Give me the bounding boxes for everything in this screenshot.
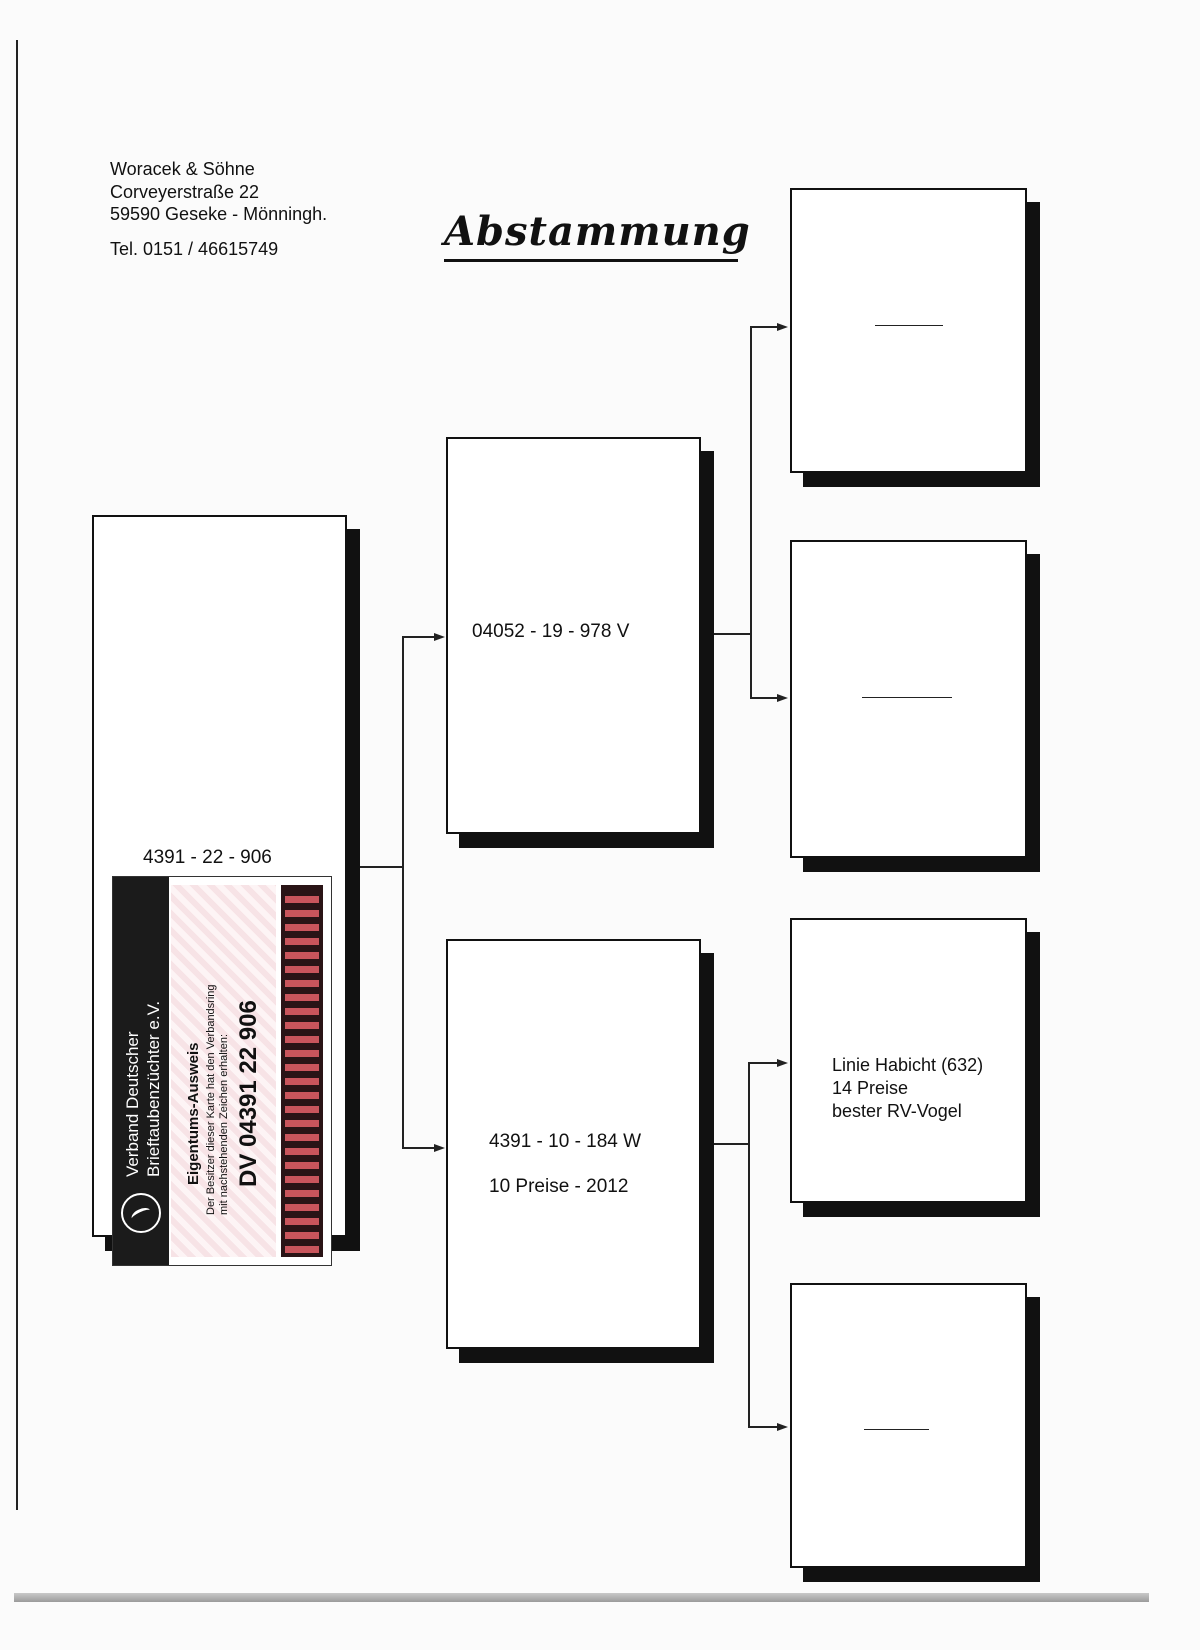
street: Corveyerstraße 22: [110, 181, 260, 202]
grandparent-1-blank: [875, 325, 943, 326]
mother-note: 10 Preise - 2012: [489, 1176, 629, 1197]
grandparent-3-info: [832, 1054, 983, 1123]
grandparent-3-note: bester RV-Vogel: [832, 1101, 962, 1121]
card-text-line1: Der Besitzer dieser Karte hat den Verbandsring: [205, 984, 217, 1215]
grandparent-box-1: [790, 188, 1027, 473]
page-edge-line: [16, 40, 18, 1510]
grandparent-4-blank: [864, 1429, 929, 1430]
connector-to-gp2: [750, 697, 778, 699]
scan-edge-band: [14, 1593, 1149, 1602]
pigeon-emblem-icon: [121, 1193, 161, 1233]
connector-parents-vertical: [402, 636, 404, 1148]
connector-to-gp1: [750, 326, 778, 328]
arrow-to-gp1-icon: [777, 323, 788, 331]
pigeon-ring: 4391 - 22 - 906: [143, 847, 272, 868]
connector-to-mother: [402, 1147, 435, 1149]
card-org-line2: Brieftaubenzüchter e.V.: [144, 1000, 163, 1177]
grandparent-3-line: Linie Habicht (632): [832, 1055, 984, 1075]
grandparent-3-prizes: 14 Preise: [832, 1078, 909, 1098]
connector-to-gp3: [748, 1062, 778, 1064]
card-heading: Eigentums-Ausweis: [185, 1042, 202, 1185]
father-ring: 04052 - 19 - 978 V: [472, 621, 630, 642]
arrow-to-gp4-icon: [777, 1423, 788, 1431]
card-ring-code: DV 04391 22 906: [235, 1000, 262, 1187]
membership-card: [112, 876, 332, 1266]
connector-pigeon: [360, 866, 404, 868]
arrow-to-mother-icon: [434, 1144, 445, 1152]
arrow-to-gp3-icon: [777, 1059, 788, 1067]
arrow-to-father-icon: [434, 633, 445, 641]
strip-pattern: [285, 889, 319, 1253]
connector-to-gp4: [748, 1426, 778, 1428]
city: 59590 Geseke - Mönningh.: [110, 204, 328, 224]
connector-father-vertical: [750, 326, 752, 698]
grandparent-box-2: [790, 540, 1027, 858]
page-title: Abstammung: [444, 208, 751, 255]
title-underline: [444, 259, 738, 262]
card-org-line1: Verband Deutscher: [123, 1031, 142, 1177]
connector-to-father: [402, 636, 435, 638]
card-text-line2: mit nachstehenden Zeichen erhalten:: [218, 1033, 230, 1215]
mother-ring: 4391 - 10 - 184 W: [489, 1131, 642, 1152]
connector-father: [714, 633, 752, 635]
arrow-to-gp2-icon: [777, 694, 788, 702]
phone: Tel. 0151 / 46615749: [110, 238, 279, 259]
connector-mother-vertical: [748, 1062, 750, 1428]
connector-mother: [714, 1143, 750, 1145]
grandparent-box-4: [790, 1283, 1027, 1568]
card-decorative-strip: [281, 885, 323, 1257]
grandparent-2-blank: [862, 697, 952, 698]
breeder-address: [110, 158, 327, 260]
breeder-name: Woracek & Söhne: [110, 159, 255, 179]
card-black-band: [113, 877, 169, 1265]
card-content-area: [171, 885, 276, 1257]
